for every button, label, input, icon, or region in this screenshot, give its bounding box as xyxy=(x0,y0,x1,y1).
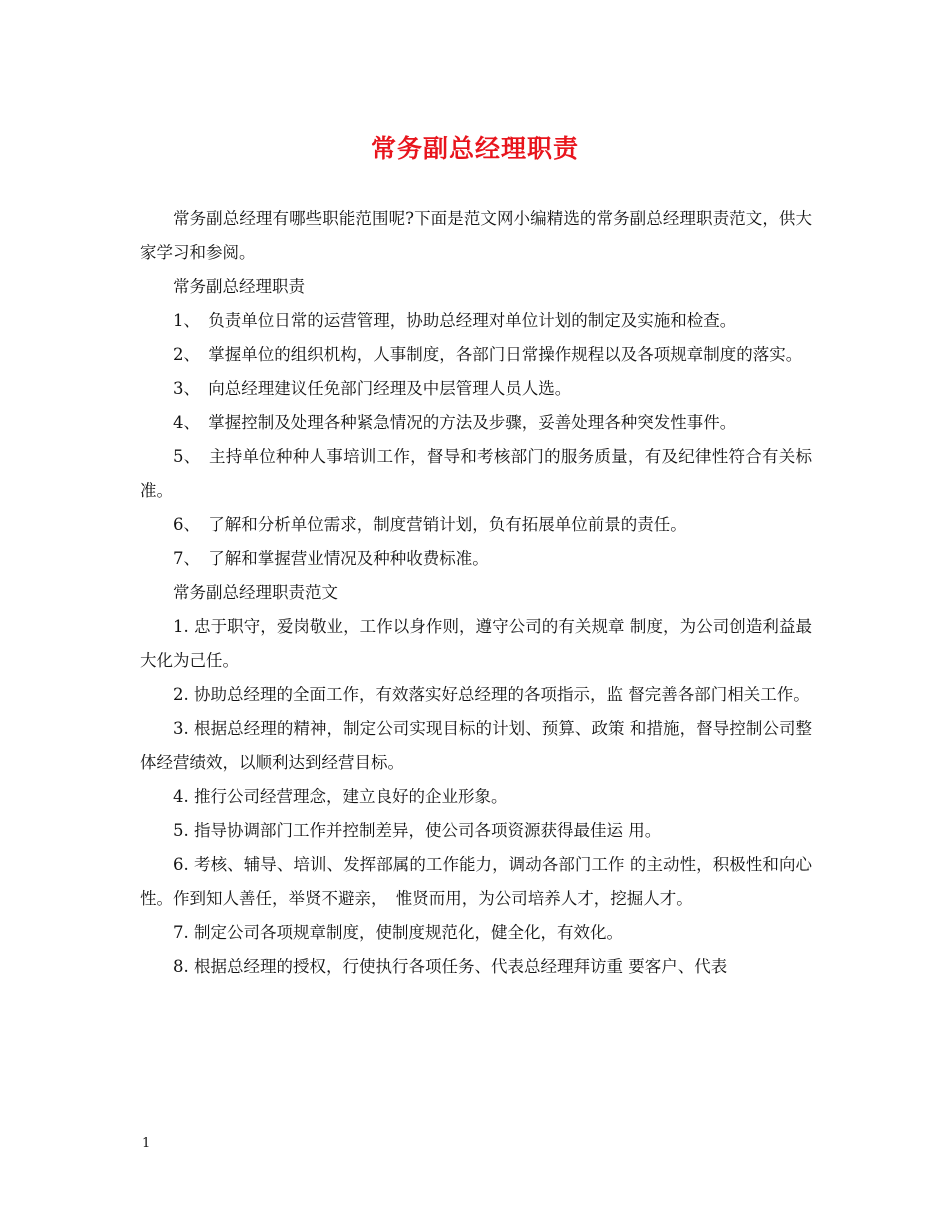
sample-item-4: 4. 推行公司经营理念，建立良好的企业形象。 xyxy=(173,787,508,806)
duty-item-2: 2、 掌握单位的组织机构，人事制度，各部门日常操作规程以及各项规章制度的落实。 xyxy=(173,345,803,364)
paragraph-intro: 常务副总经理有哪些职能范围呢?下面是范文网小编精选的常务副总经理职责范文，供大家学习和参阅。 xyxy=(140,209,812,262)
sample-item-7: 7. 制定公司各项规章制度，使制度规范化，健全化，有效化。 xyxy=(173,923,623,942)
sample-item-1: 1. 忠于职守，爱岗敬业，工作以身作则，遵守公司的有关规章 制度，为公司创造利益最大化为己任。 xyxy=(140,617,812,670)
sample-item-2: 2. 协助总经理的全面工作，有效落实好总经理的各项指示，监 督完善各部门相关工作。 xyxy=(173,685,810,704)
duty-item-5: 5、 主持单位种种人事培训工作，督导和考核部门的服务质量，有及纪律性符合有关标准。 xyxy=(140,447,812,500)
page-number: 1 xyxy=(142,1136,151,1151)
sample-item-5: 5. 指导协调部门工作并控制差异，使公司各项资源获得最佳运 用。 xyxy=(173,821,662,840)
sample-item-8: 8. 根据总经理的授权，行使执行各项任务、代表总经理拜访重 要客户、代表 xyxy=(173,957,728,976)
sample-item-6: 6. 考核、辅导、培训、发挥部属的工作能力，调动各部门工作 的主动性，积极性和向心性。作到知人善任，举贤不避亲， 惟贤而用，为公司培养人才，挖掘人才。 xyxy=(140,855,812,908)
section-heading-sample: 常务副总经理职责范文 xyxy=(173,583,338,602)
duty-item-3: 3、 向总经理建议任免部门经理及中层管理人员人选。 xyxy=(173,379,572,398)
duty-item-6: 6、 了解和分析单位需求，制度营销计划，负有拓展单位前景的责任。 xyxy=(173,515,687,534)
duty-item-7: 7、 了解和掌握营业情况及种种收费标准。 xyxy=(173,549,489,568)
section-heading-duties: 常务副总经理职责 xyxy=(173,277,305,296)
sample-item-3: 3. 根据总经理的精神，制定公司实现目标的计划、预算、政策 和措施，督导控制公司整体经营绩效，以顺利达到经营目标。 xyxy=(140,719,812,772)
duty-item-4: 4、 掌握控制及处理各种紧急情况的方法及步骤，妥善处理各种突发性事件。 xyxy=(173,413,737,432)
document-body xyxy=(140,202,812,984)
duty-item-1: 1、 负责单位日常的运营管理，协助总经理对单位计划的制定及实施和检查。 xyxy=(173,311,737,330)
document-title: 常务副总经理职责 xyxy=(370,134,579,163)
